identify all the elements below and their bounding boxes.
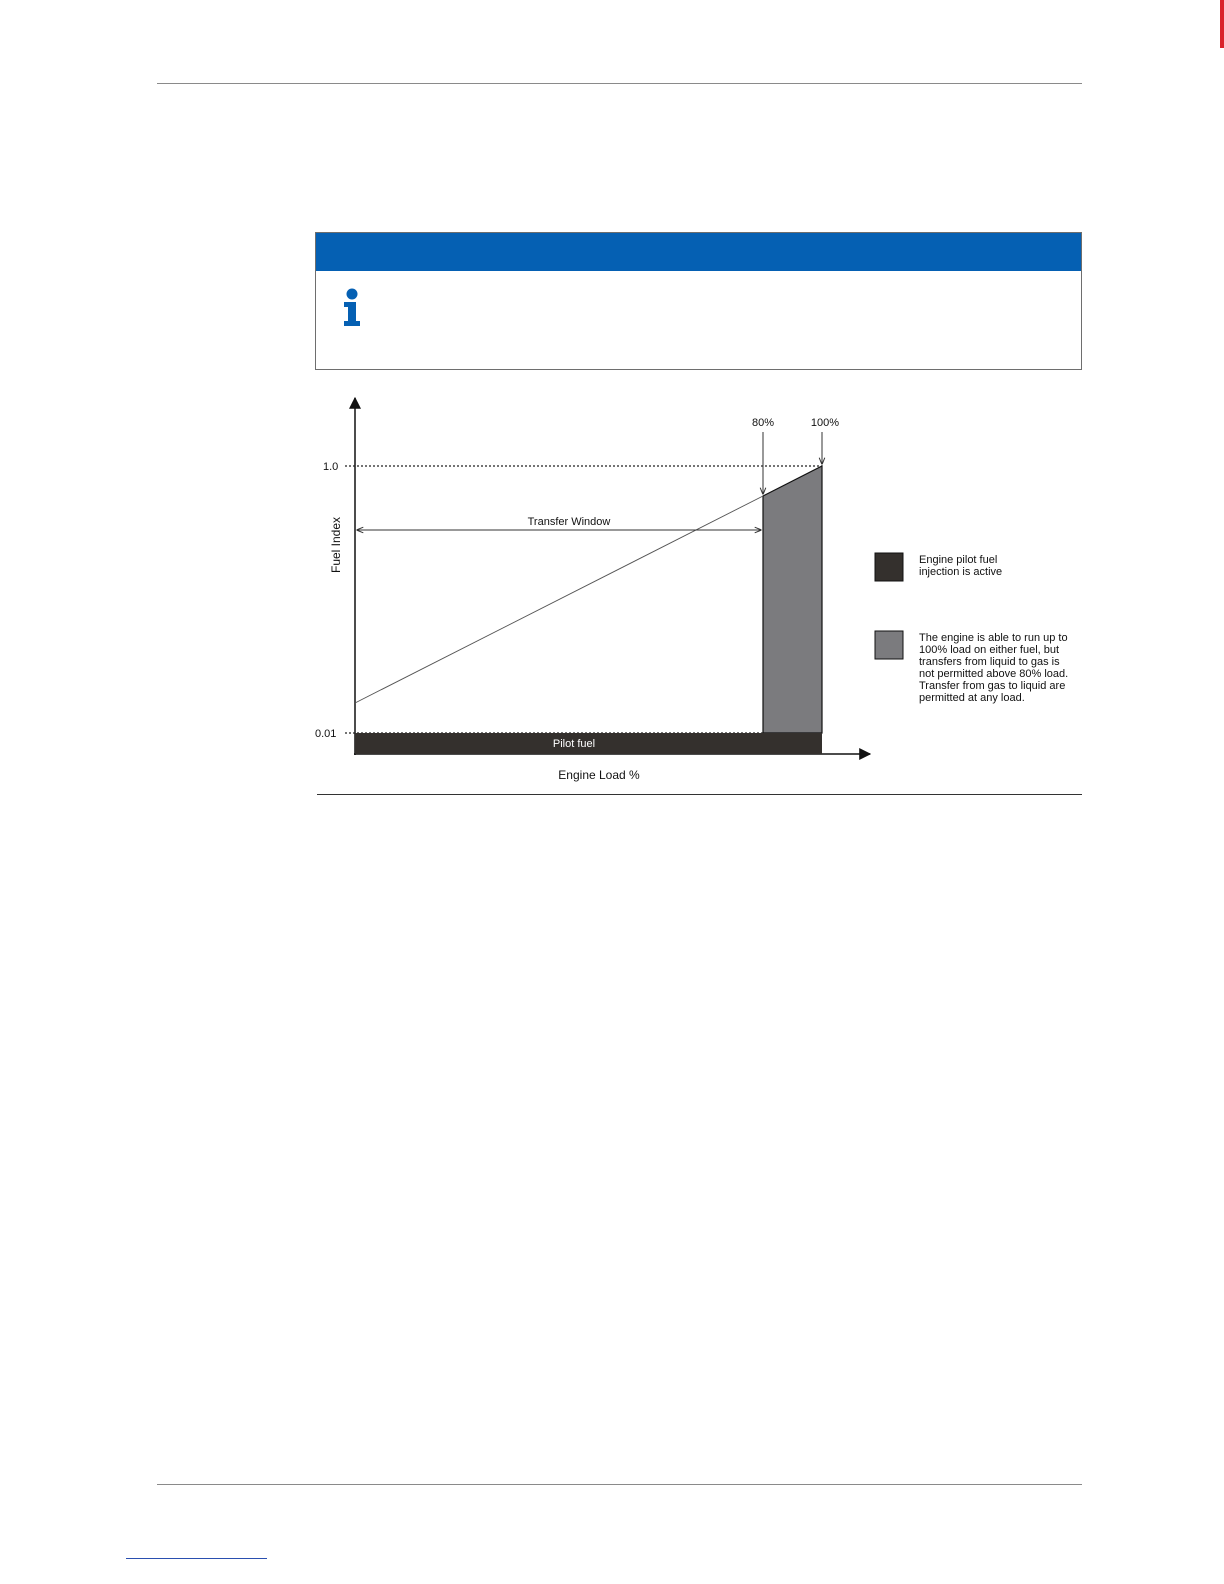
info-note-box (315, 232, 1082, 370)
legend-swatch-restricted (875, 631, 903, 659)
legend-restricted-line: permitted at any load. (919, 692, 1025, 704)
marker-80-label: 80% (751, 417, 775, 429)
figure-bottom-rule (317, 794, 1082, 795)
transfer-window-label: Transfer Window (527, 516, 611, 528)
fuel-index-chart (310, 390, 1090, 790)
y-tick-max: 1.0 (323, 461, 339, 473)
x-axis-label: Engine Load % (558, 768, 640, 782)
legend-swatch-pilot (875, 553, 903, 581)
y-axis-label: Fuel Index (329, 516, 343, 574)
footer-rule (157, 1484, 1082, 1485)
y-tick-min: 0.01 (315, 728, 337, 740)
legend-pilot-text (919, 554, 1002, 578)
restricted-transfer-area (763, 466, 822, 733)
legend-pilot-line: Engine pilot fuel (919, 554, 998, 566)
legend-restricted-line: The engine is able to run up to (919, 632, 1068, 644)
header-rule (157, 83, 1082, 84)
legend-restricted-line: transfers from liquid to gas is (919, 656, 1060, 668)
footer-link-underline[interactable] (126, 1558, 267, 1559)
legend-restricted-line: Transfer from gas to liquid are (919, 680, 1066, 692)
legend-restricted-line: not permitted above 80% load. (919, 668, 1069, 680)
legend-restricted-text (919, 632, 1071, 704)
legend-pilot-line: injection is active (919, 566, 1003, 578)
legend-restricted-line: 100% load on either fuel, but (919, 644, 1060, 656)
info-icon (338, 288, 366, 328)
marker-100-label: 100% (810, 417, 840, 429)
page-edge-marker (1220, 0, 1224, 48)
pilot-fuel-label: Pilot fuel (552, 738, 596, 750)
note-header-bar (316, 233, 1081, 271)
